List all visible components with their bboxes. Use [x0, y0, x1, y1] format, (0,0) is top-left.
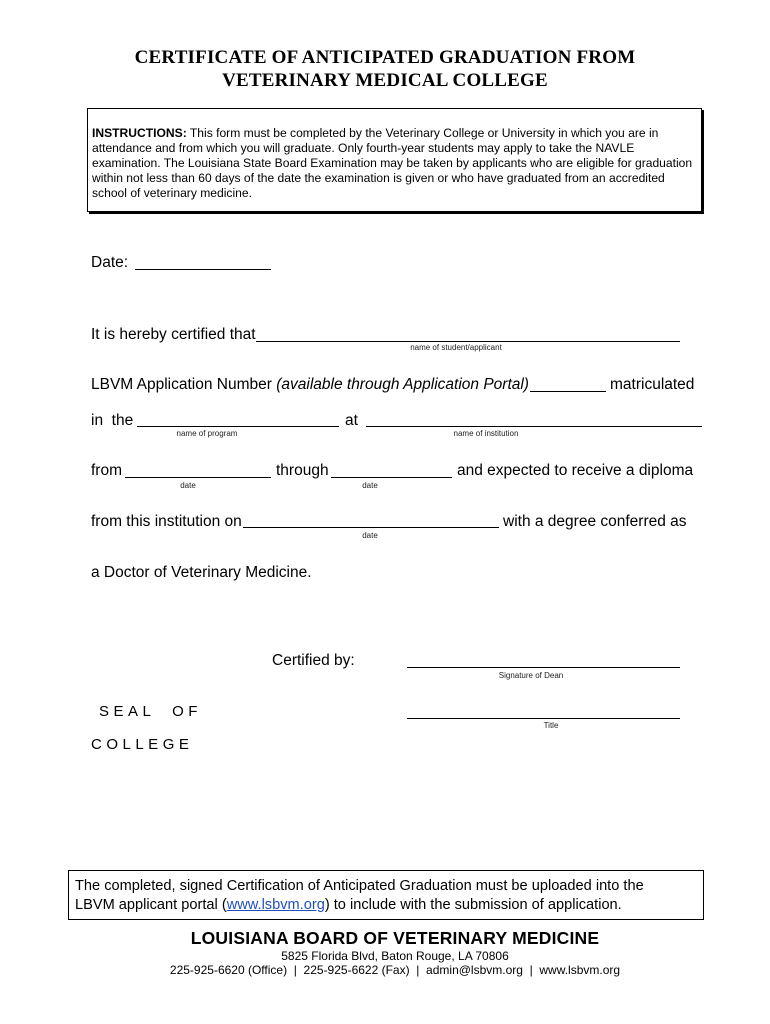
portal-link[interactable]: www.lsbvm.org	[226, 897, 325, 913]
form-title	[0, 46, 770, 92]
in-the-label: in the	[91, 412, 134, 429]
form-title-line1: CERTIFICATE OF ANTICIPATED GRADUATION FROM	[134, 47, 636, 68]
dean-title-caption: Title	[543, 721, 559, 730]
from-institution-label: from this institution on	[91, 513, 242, 530]
board-address: 5825 Florida Blvd, Baton Rouge, LA 70806	[281, 949, 509, 963]
institution-name-field[interactable]	[366, 426, 702, 427]
date-label: Date:	[91, 254, 129, 271]
program-name-caption: name of program	[176, 429, 238, 438]
board-contact: 225-925-6620 (Office) | 225-925-6622 (Fax) | admin@lsbvm.org | www.lsbvm.org	[169, 963, 621, 977]
application-number-text: LBVM Application Number	[91, 376, 272, 393]
dean-title-field[interactable]	[407, 718, 680, 719]
from-label: from	[91, 462, 122, 479]
through-date-field[interactable]	[331, 477, 452, 478]
instructions-label: INSTRUCTIONS:	[92, 126, 187, 140]
through-label: through	[276, 462, 329, 479]
dean-signature-field[interactable]	[407, 667, 680, 668]
from-date-caption: date	[180, 481, 196, 490]
certified-by-label: Certified by:	[272, 652, 355, 669]
at-label: at	[345, 412, 358, 429]
dean-signature-caption: Signature of Dean	[498, 671, 564, 680]
instructions-box	[87, 108, 702, 212]
certified-that-label: It is hereby certified that	[91, 326, 256, 343]
upload-notice-text-after: ) to include with the submission of application.	[324, 897, 622, 913]
dvm-label: a Doctor of Veterinary Medicine.	[91, 564, 312, 581]
conferral-date-field[interactable]	[243, 527, 499, 528]
application-number-label	[91, 376, 529, 394]
seal-line2: COLLEGE	[91, 736, 194, 753]
student-name-field[interactable]	[256, 341, 680, 342]
upload-notice-line2	[75, 896, 697, 915]
through-date-caption: date	[362, 481, 378, 490]
student-name-caption: name of student/applicant	[410, 343, 502, 352]
program-name-field[interactable]	[137, 426, 339, 427]
board-name: LOUISIANA BOARD OF VETERINARY MEDICINE	[190, 928, 600, 948]
conferral-date-caption: date	[362, 531, 378, 540]
matriculated-label: matriculated	[610, 376, 695, 393]
institution-name-caption: name of institution	[453, 429, 519, 438]
upload-notice-line1: The completed, signed Certification of Anticipated Graduation must be uploaded into the	[75, 878, 644, 894]
upload-notice-text-before: LBVM applicant portal (	[75, 897, 227, 913]
instructions-text: This form must be completed by the Veterinary College or University in which you are in attendance and from which you will graduate. Only fourth-year students may apply to take the NAVLE examination. The Louisiana State Board Examination may be taken by applicants who are eligible for graduation within not less than 60 days of the date the examination is given or who have graduated from an accredited school of veterinary medicine.	[92, 126, 693, 200]
application-number-field[interactable]	[530, 391, 606, 392]
seal-line1: SEAL OF	[99, 703, 202, 720]
application-number-note: (available through Application Portal)	[276, 376, 529, 393]
degree-conferred-label: with a degree conferred as	[503, 513, 687, 530]
form-title-line2: VETERINARY MEDICAL COLLEGE	[222, 70, 548, 91]
from-date-field[interactable]	[125, 477, 271, 478]
expected-diploma-label: and expected to receive a diploma	[457, 462, 694, 479]
date-field[interactable]	[135, 269, 271, 270]
upload-notice-box	[68, 870, 704, 920]
